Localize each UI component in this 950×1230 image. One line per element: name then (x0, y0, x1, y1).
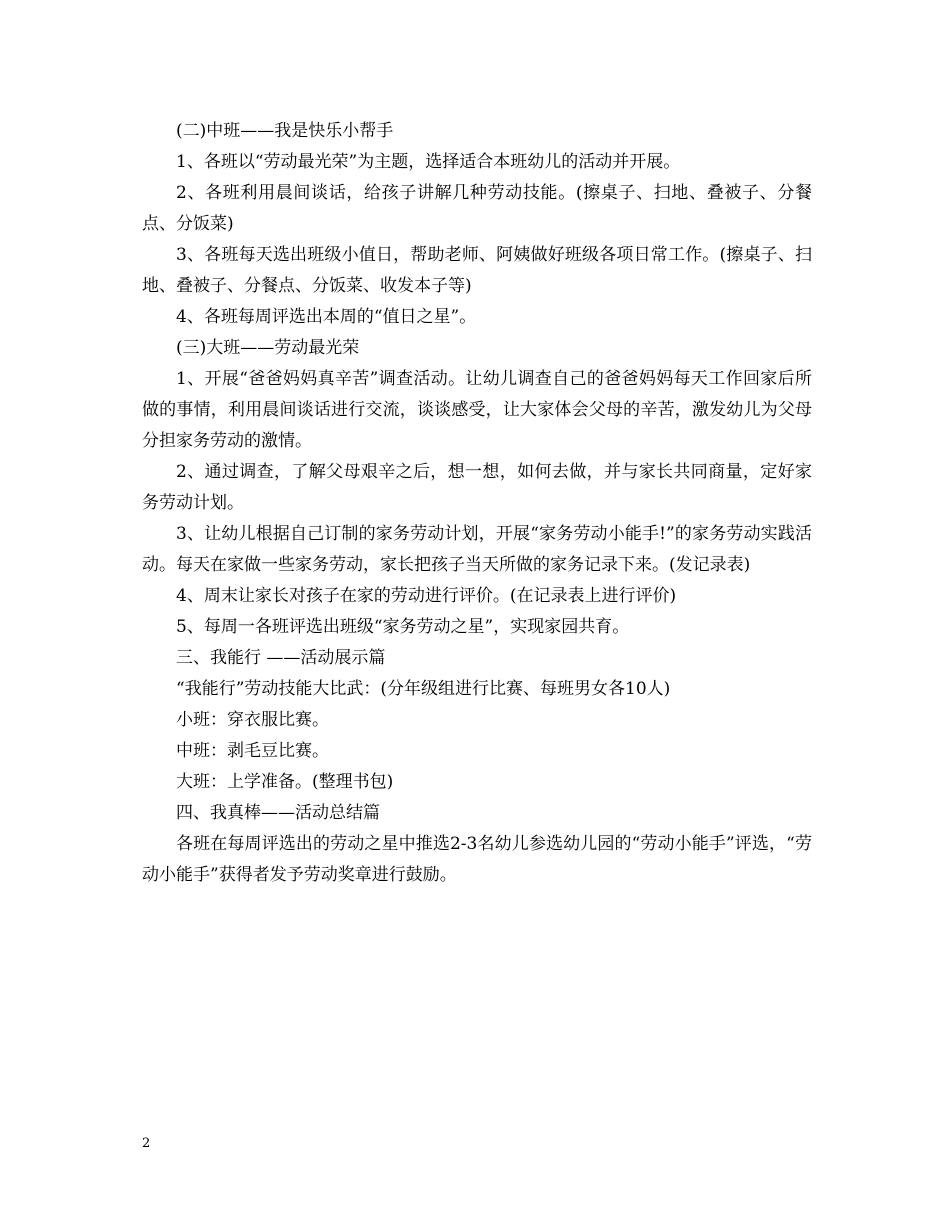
section-heading-middle-class: (二)中班——我是快乐小帮手 (176, 121, 394, 141)
paragraph: 3、各班每天选出班级小值日，帮助老师、阿姨做好班级各项日常工作。(擦桌子、扫地、叠被子、分餐点、分饭菜、收发本子等) (142, 245, 812, 296)
paragraph: 各班在每周评选出的劳动之星中推选2-3名幼儿参选幼儿园的“劳动小能手”评选，“劳动小能手”获得者发予劳动奖章进行鼓励。 (142, 834, 812, 885)
document-body (142, 116, 812, 891)
paragraph: 大班：上学准备。(整理书包) (176, 772, 394, 792)
paragraph: 5、每周一各班评选出班级“家务劳动之星”，实现家园共育。 (176, 617, 630, 637)
paragraph: 中班：剥毛豆比赛。 (176, 741, 329, 761)
paragraph: 4、周末让家长对孩子在家的劳动进行评价。(在记录表上进行评价) (176, 586, 677, 606)
paragraph: 1、开展“爸爸妈妈真辛苦”调查活动。让幼儿调查自己的爸爸妈妈每天工作回家后所做的事情，利用晨间谈话进行交流，谈谈感受，让大家体会父母的辛苦，激发幼儿为父母分担家务劳动的激情。 (142, 369, 812, 451)
paragraph: 2、通过调查，了解父母艰辛之后，想一想，如何去做，并与家长共同商量，定好家务劳动计划。 (142, 462, 812, 513)
paragraph: “我能行”劳动技能大比武：(分年级组进行比赛、每班男女各10人) (176, 679, 671, 699)
paragraph: 2、各班利用晨间谈话，给孩子讲解几种劳动技能。(擦桌子、扫地、叠被子、分餐点、分饭菜) (142, 183, 812, 234)
paragraph: 小班：穿衣服比赛。 (176, 710, 329, 730)
page-number: 2 (142, 1136, 151, 1151)
section-heading-summary: 四、我真棒——活动总结篇 (176, 803, 380, 823)
paragraph: 4、各班每周评选出本周的“值日之星”。 (176, 307, 477, 327)
section-heading-senior-class: (三)大班——劳动最光荣 (176, 338, 360, 358)
paragraph: 1、各班以“劳动最光荣”为主题，选择适合本班幼儿的活动并开展。 (176, 152, 681, 172)
section-heading-showcase: 三、我能行 ——活动展示篇 (176, 648, 386, 668)
paragraph: 3、让幼儿根据自己订制的家务劳动计划，开展“家务劳动小能手!”的家务劳动实践活动。每天在家做一些家务劳动，家长把孩子当天所做的家务记录下来。(发记录表) (142, 524, 812, 575)
